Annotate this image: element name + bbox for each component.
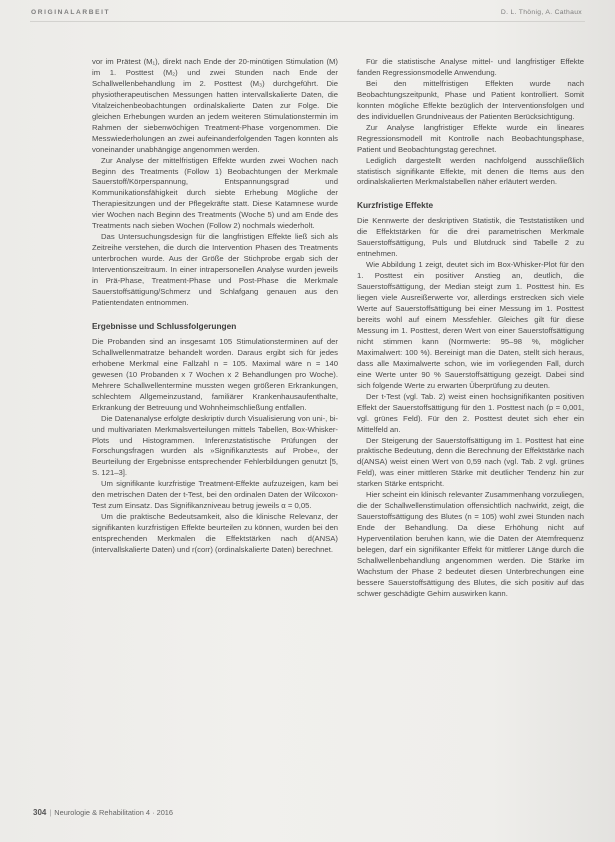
footer-separator: | (49, 808, 52, 817)
section-heading-results: Ergebnisse und Schlussfolgerungen (92, 320, 237, 331)
paragraph: Der Steigerung der Sauerstoffsättigung im 1. Posttest hat eine praktische Bedeutung, denn die Berechnung der Effektstärke nach d(ANSA) weist einen Wert von 0,59 nach (vgl. Tab. 2 vgl. grünes Feld), was einer mittleren Stärke mit deutlicher Tendenz hin zur starken Stärke entspricht. (357, 435, 584, 489)
section-label: ORIGINALARBEIT (31, 9, 111, 16)
paragraph: Das Untersuchungsdesign für die langfristigen Effekte ließ sich als Zeitreihe verstehen, die durch die Intervention Phasen des Treatments unterbrochen wurde. Aus der Größe der Stichprobe ergab sich der Interventionszeitraum. In einer intrapersonellen Analyse wurden jeweils in Prä-Phase, Treatment-Phase und Post-Phase die Merkmale Sauerstoffsättigung/Schmerz und Schlafgang genauen aus den Patientendaten entnommen. (92, 232, 338, 307)
section-heading-short-term-effects: Kurzfristige Effekte (357, 200, 434, 211)
paragraph: Der t-Test (vgl. Tab. 2) weist einen hochsignifikanten positiven Effekt der Sauerstoffsättigung für den 1. Posttest nach (p = 0,001, vgl. grünes Feld). Für den 2. Posttest deutet sich eher ein Mittelfeld an. (357, 391, 584, 434)
paragraph: Wie Abbildung 1 zeigt, deutet sich im Box-Whisker-Plot für den 1. Posttest ein positiver Anstieg an, deutlich, die Sauerstoffsättigung, der Median steigt zum 1. Posttest hin. Es liegen viele Ausreißerwerte vor, allerdings erstrecken sich viele Werte auf Sauerstoffsättigung bei einer Messung im 1. Posttest bereits wohl auf einem Messfehler. Gleiches gilt für diese Messung im 1. Posttest, deren Wert von einer Sauerstoffsättigung nicht stimmen kann (Normwerte: 95–98 %, möglicher Maximalwert: 100 %). Bereinigt man die Daten, stellt sich heraus, dass alle Maximalwerte schon, wie im vorliegenden Fall, durch eine Werte unter 90 % Sauerstoffsättigung gezeigt. Dabei sind sich folgende Werte zu erwarten Überprüfung zu deuten. (357, 260, 584, 390)
paragraph: Um die praktische Bedeutsamkeit, also die klinische Relevanz, der signifikanten kurzfristigen Effekte beurteilen zu können, wurden bei den entsprechenden Merkmalen die Effektstärken nach d(ANSA) (intervallskalierte Daten) und r(corr) (ordinalskalierte Daten) berechnet. (92, 512, 338, 555)
paragraph: Um signifikante kurzfristige Treatment-Effekte aufzuzeigen, kam bei den metrischen Daten der t-Test, bei den ordinalen Daten der Wilcoxon-Test zum Einsatz. Das Signifikanzniveau betrug jeweils α = 0,05. (92, 479, 338, 511)
paragraph: Zur Analyse der mittelfristigen Effekte wurden zwei Wochen nach Beginn des Treatments (Follow 1) Beobachtungen der Merkmale Sauerstoff/Körperspannung, Entspannungsgrad und Kommunikationsfähigkeit durch siebte Erhebung Mögliche der Therapiesitzungen und der Pflegekräfte statt. Diese Katamnese wurde vier Wochen nach Beginn des Treatments (Woche 5) und am Ende des Treatments nach sieben Wochen (Follow 2) nochmals wiederholt. (92, 155, 338, 231)
journal-name: Neurologie & Rehabilitation 4 · 2016 (54, 808, 174, 817)
paragraph: Lediglich dargestellt werden nachfolgend ausschließlich statistisch signifikante Effekte, mit denen die Items aus den ordinalskalierten Merkmalstabellen näher erläutert werden. (357, 155, 584, 187)
page-number: 304 (33, 808, 47, 817)
right-column (357, 57, 584, 802)
paragraph: vor im Prätest (M₁), direkt nach Ende der 20-minütigen Stimulation (M) im 1. Posttest (M₂) und zwei Stunden nach Ende der Schallwellenbehandlung im 2. Posttest (M₃) durchgeführt. Die physiotherapeutischen Messungen hatten intervallskalierte Daten, die Vitalzeichenbeobachtungen ordinalskalierte Daten zur Folge. Die gleichen Erhebungen wurden an jedem weiteren Stimulationstermin im Rahmen der siebenwöchigen Treatment-Phase vorgenommen. Die Messwiederholungen an zwei aufeinanderfolgenden Tagen konnten als voneinander unabhängige angenommen werden. (92, 57, 338, 154)
header-rule (30, 21, 585, 22)
paragraph: Die Kennwerte der deskriptiven Statistik, die Teststatistiken und die Effektstärken für die drei parametrischen Merkmale Sauerstoffsättigung, Puls und Blutdruck sind Tabelle 2 zu entnehmen. (357, 216, 584, 259)
paragraph: Für die statistische Analyse mittel- und langfristiger Effekte fanden Regressionsmodelle Anwendung. (357, 57, 584, 77)
paragraph: Zur Analyse langfristiger Effekte wurde ein lineares Regressionsmodell mit Kontrolle nach Beobachtungsphase, Patient und Beobachtungstag gerechnet. (357, 122, 584, 154)
paragraph: Hier scheint ein klinisch relevanter Zusammenhang vorzuliegen, die der Schallwellenstimulation offensichtlich nachwirkt, zeigt, die Sauerstoffsättigung des Blutes (n = 105) wohl zwei Stunden nach Ende der Behandlung. Da diese Erhöhung nicht auf Hyperventilation beruhen kann, wie die Daten der Atemfrequenz belegen, darf ein signifikanter Effekt für mittlerer Länge durch die Schallwellenbehandlung angenommen werden. Die Stärke im Wachstum der Phase 2 bedeutet diesen Unterbrechungen eine bessere Sauerstoffsättigung des Blutes, die sich positiv auf das schwer geschädigte Gehirn auswirken kann. (357, 490, 584, 598)
paragraph: Bei den mittelfristigen Effekten wurde nach Beobachtungszeitpunkt, Phase und Patient kontrolliert. Somit konnten mögliche Effekte bezüglich der Interventionsfolgen und des individuellen Grundniveaus der Patienten Berücksichtigung. (357, 78, 584, 121)
page-footer (33, 808, 173, 817)
paragraph: Die Probanden sind an insgesamt 105 Stimulationsterminen auf der Schallwellenmatratze behandelt worden. Daraus ergibt sich für jedes erhobene Merkmal eine Fallzahl n = 105. Maximal wäre n = 140 gewesen (10 Probanden x 7 Wochen x 2 Behandlungen pro Woche). Mehrere Schallwellentermine mussten wegen größeren Erkrankungen, schlechtem Allgemeinzustand, familiärer Krankenhausaufenthalte, Erkrankung der Betreuung und Wohnheimschließung entfallen. (92, 336, 338, 412)
left-column (92, 57, 338, 802)
running-authors: D. L. Thönig, A. Cathaux (500, 9, 582, 16)
paragraph: Die Datenanalyse erfolgte deskriptiv durch Visualisierung von uni-, bi- und multivariaten Merkmalsverteilungen mittels Tabellen, Box-Whisker-Plots und Histogrammen. Inferenzstatistische Prüfungen der Forschungsfragen wurden als »Signifikanztests auf Probe«, der Beurteilung der Ergebnisse entsprechender Fehlerbildungen genutzt [5, S. 121–3]. (92, 413, 338, 478)
